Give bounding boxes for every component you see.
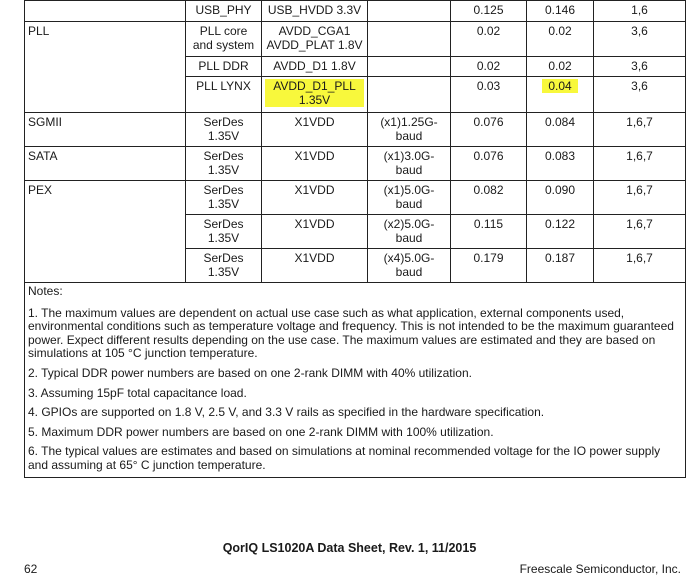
supply-cell: X1VDD: [262, 215, 368, 249]
typical-cell: 0.082: [451, 181, 527, 215]
notes-ref-cell: 1,6,7: [594, 249, 686, 283]
interface-cell: [25, 1, 186, 22]
max-cell: 0.084: [527, 113, 594, 147]
note-item: 1. The maximum values are dependent on actual use case such as what application, external components used, environmental conditions such as temperature voltage and frequency. This is not intended to be the maximum guaranteed power. Expect different results depending on the use case. The maximum values are estimated and they are based on simulations at 105 °C junction temperature.: [28, 305, 674, 361]
max-cell-highlighted: [527, 77, 594, 113]
typical-cell: 0.03: [451, 77, 527, 113]
max-cell: 0.02: [527, 57, 594, 77]
notes-ref-cell: 3,6: [594, 22, 686, 57]
typical-cell: 0.076: [451, 147, 527, 181]
table-row: [25, 22, 686, 57]
max-cell: 0.02: [527, 22, 594, 57]
interface-cell: [25, 77, 186, 113]
supply-cell: X1VDD: [262, 249, 368, 283]
notes-ref-cell: 1,6,7: [594, 147, 686, 181]
typical-cell: 0.179: [451, 249, 527, 283]
block-cell: SerDes 1.35V: [186, 181, 262, 215]
block-cell: PLL core and system: [186, 22, 262, 57]
table-row: [25, 57, 686, 77]
highlight-mark: 0.04: [542, 79, 577, 93]
block-cell: USB_PHY: [186, 1, 262, 22]
table-row: [25, 113, 686, 147]
interface-cell: SGMII: [25, 113, 186, 147]
notes-ref-cell: 3,6: [594, 77, 686, 113]
notes-ref-cell: 1,6,7: [594, 215, 686, 249]
max-cell: 0.187: [527, 249, 594, 283]
max-cell: 0.083: [527, 147, 594, 181]
table-row: [25, 181, 686, 215]
notes-ref-cell: 3,6: [594, 57, 686, 77]
interface-cell: PEX: [25, 181, 186, 215]
params-cell: (x1)1.25G-baud: [368, 113, 451, 147]
notes-section: [25, 283, 685, 477]
block-cell: PLL LYNX: [186, 77, 262, 113]
table-row: [25, 215, 686, 249]
note-item: 6. The typical values are estimates and based on simulations at nominal recommended voltage for the IO power supply and assuming at 65° C junction temperature.: [28, 444, 661, 472]
block-cell: SerDes 1.35V: [186, 215, 262, 249]
highlight-mark: AVDD_D1_PLL 1.35V: [265, 79, 364, 107]
supply-cell: X1VDD: [262, 181, 368, 215]
table-row: [25, 249, 686, 283]
params-cell: [368, 22, 451, 57]
note-item: 2. Typical DDR power numbers are based on one 2-rank DIMM with 40% utilization.: [28, 365, 472, 380]
typical-cell: 0.02: [451, 22, 527, 57]
params-cell: (x1)3.0G-baud: [368, 147, 451, 181]
supply-cell: AVDD_D1 1.8V: [262, 57, 368, 77]
supply-cell: X1VDD: [262, 147, 368, 181]
note-item: 4. GPIOs are supported on 1.8 V, 2.5 V, and 3.3 V rails as specified in the hardware specification.: [28, 405, 545, 420]
page-number: 62: [24, 562, 38, 576]
supply-cell: USB_HVDD 3.3V: [262, 1, 368, 22]
params-cell: (x2)5.0G-baud: [368, 215, 451, 249]
notes-row: [25, 283, 686, 478]
interface-cell: [25, 57, 186, 77]
notes-cell: [25, 283, 686, 478]
interface-cell: SATA: [25, 147, 186, 181]
note-item: 5. Maximum DDR power numbers are based on one 2-rank DIMM with 100% utilization.: [28, 424, 494, 439]
notes-ref-cell: 1,6: [594, 1, 686, 22]
block-cell: SerDes 1.35V: [186, 249, 262, 283]
typical-cell: 0.115: [451, 215, 527, 249]
supply-cell: AVDD_CGA1 AVDD_PLAT 1.8V: [262, 22, 368, 57]
document-title: QorIQ LS1020A Data Sheet, Rev. 1, 11/2015: [222, 541, 477, 555]
table-row: [25, 77, 686, 113]
typical-cell: 0.125: [451, 1, 527, 22]
typical-cell: 0.02: [451, 57, 527, 77]
params-cell: [368, 57, 451, 77]
power-table: [24, 0, 686, 478]
block-cell: SerDes 1.35V: [186, 147, 262, 181]
notes-ref-cell: 1,6,7: [594, 181, 686, 215]
typical-cell: 0.076: [451, 113, 527, 147]
notes-ref-cell: 1,6,7: [594, 113, 686, 147]
max-cell: 0.122: [527, 215, 594, 249]
note-item: 3. Assuming 15pF total capacitance load.: [28, 385, 247, 400]
notes-title: Notes:: [28, 284, 63, 298]
interface-cell: [25, 249, 186, 283]
block-cell: PLL DDR: [186, 57, 262, 77]
supply-cell: X1VDD: [262, 113, 368, 147]
supply-cell-highlighted: [262, 77, 368, 113]
interface-cell: PLL: [25, 22, 186, 57]
params-cell: [368, 77, 451, 113]
company-name: Freescale Semiconductor, Inc.: [519, 562, 681, 576]
max-cell: 0.090: [527, 181, 594, 215]
table-row: [25, 147, 686, 181]
params-cell: [368, 1, 451, 22]
max-cell: 0.146: [527, 1, 594, 22]
params-cell: (x1)5.0G-baud: [368, 181, 451, 215]
block-cell: SerDes 1.35V: [186, 113, 262, 147]
interface-cell: [25, 215, 186, 249]
params-cell: (x4)5.0G-baud: [368, 249, 451, 283]
table-row: [25, 1, 686, 22]
